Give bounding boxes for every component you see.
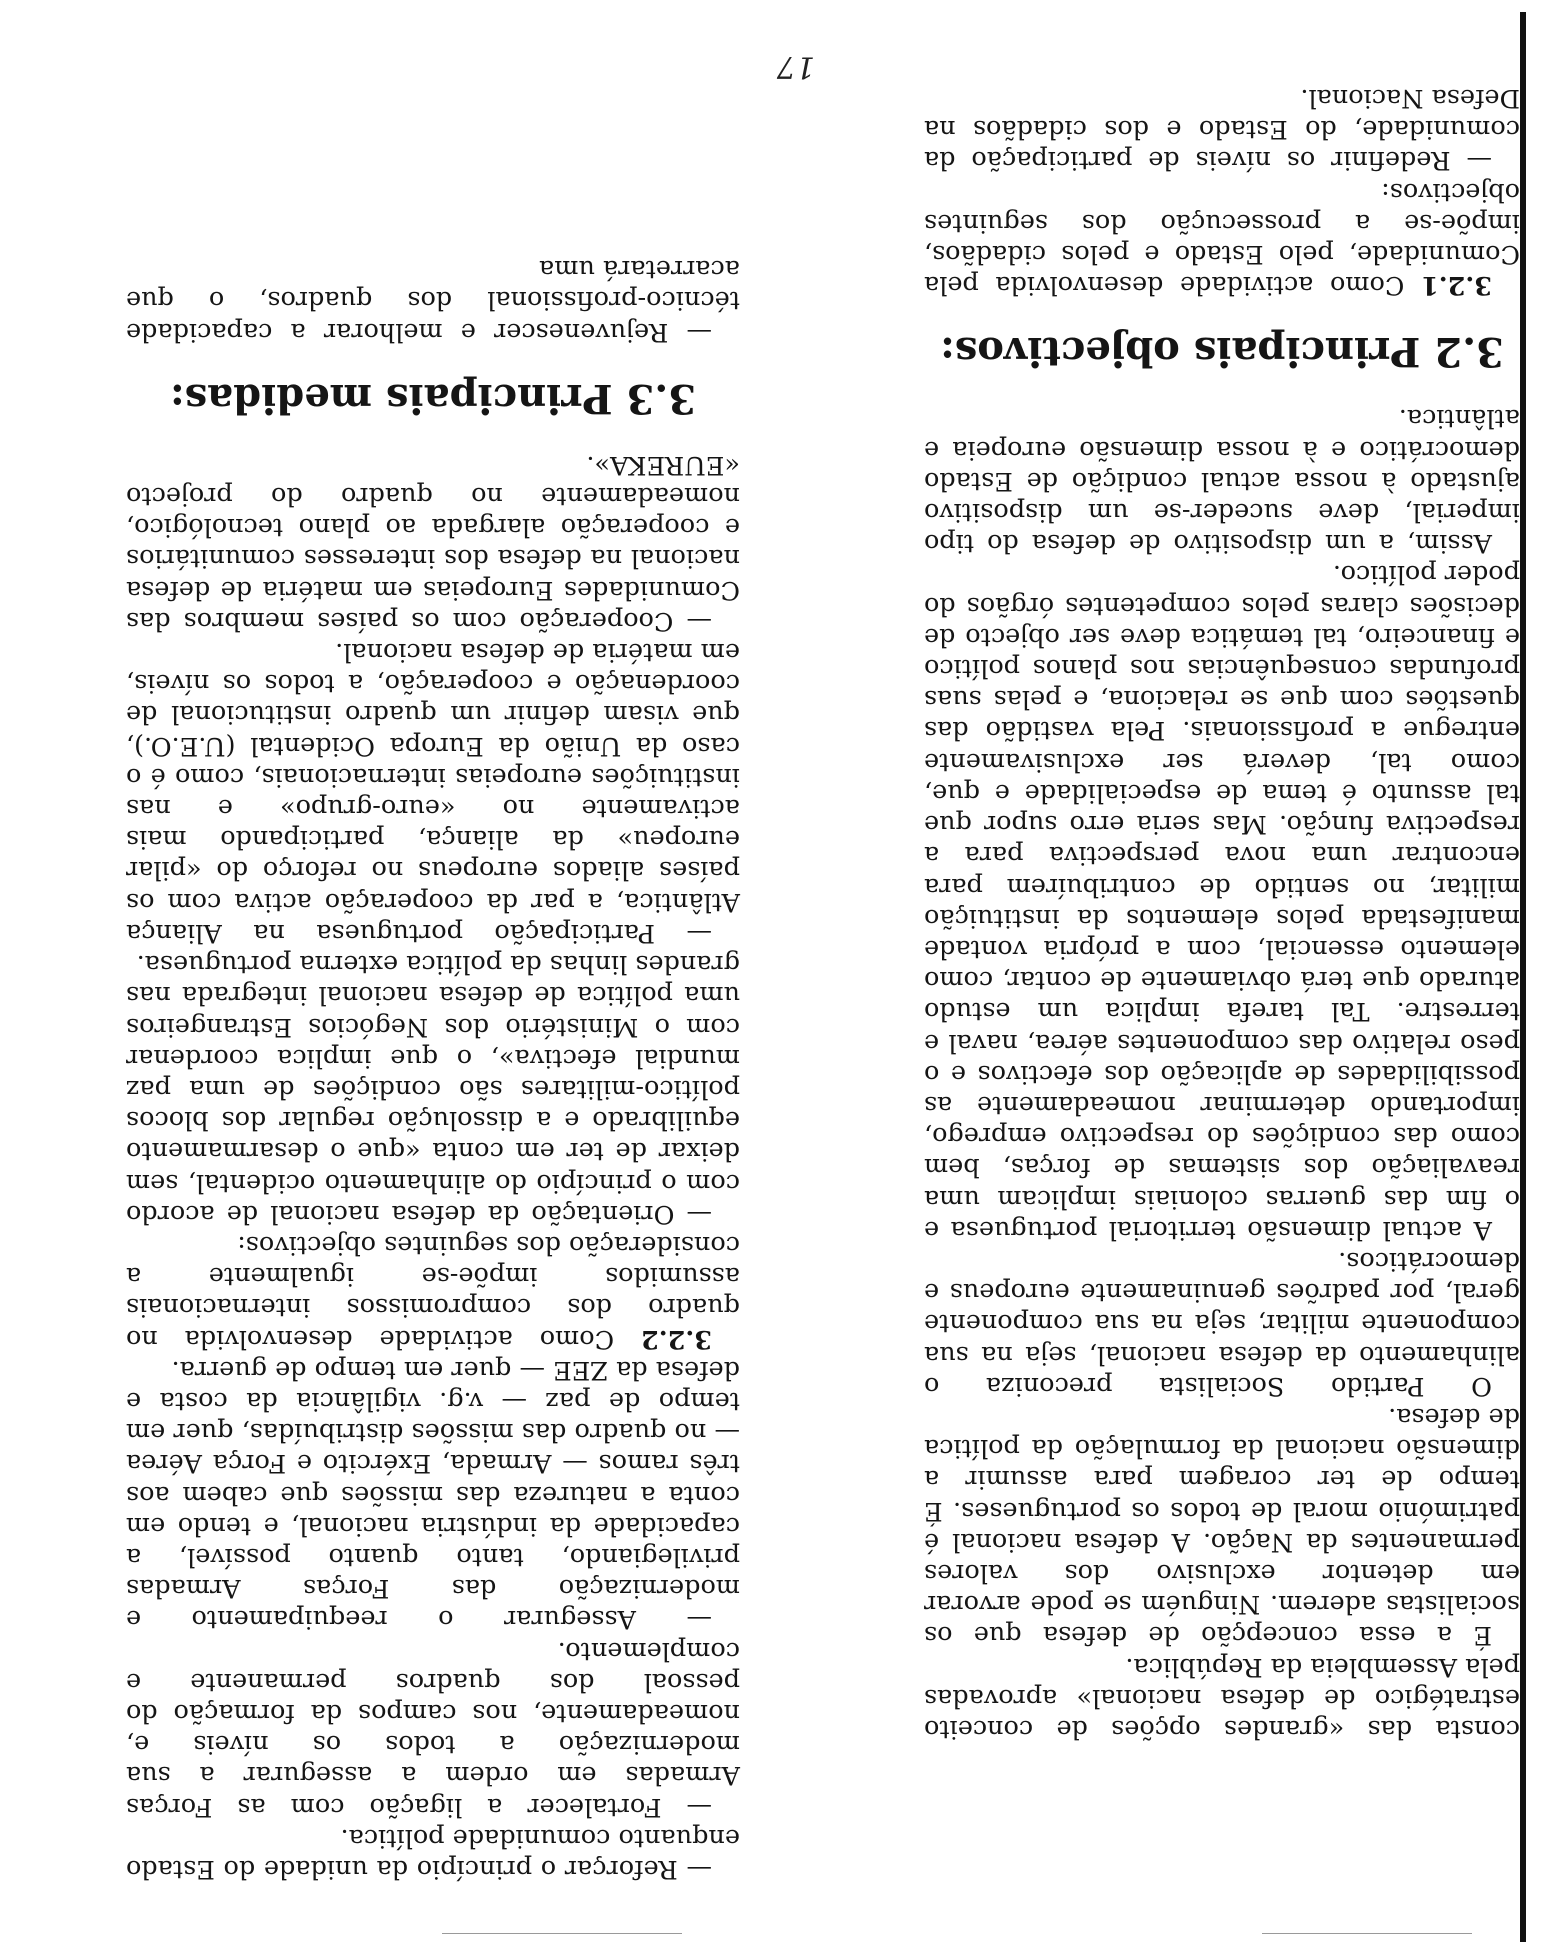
page-number: 17: [776, 49, 815, 84]
paragraph: É a essa concepção de defesa que os socialistas aderem. Ninguém se pode arvorar em detentor exclusivo dos valores permanentes da Nação. A defesa nacional é património moral de todos os portugueses. É tempo de ter coragem para assumir a dimensão nacional da formulação da política de defesa.: [924, 1401, 1520, 1651]
list-item: — Orientação da defesa nacional de acordo com o princípio do alinhamento ocidental, sem deixar de ter em conta «que o desarmamento equilibrado e a dissolução regular dos blocos político-militares são condições de uma paz mundial efectiva», o que implica coordenar com o Ministério dos Negócios Estrangeiros uma política de defesa nacional integrada nas grandes linhas da política externa portuguesa.: [126, 949, 740, 1229]
list-item: — Fortalecer a ligação com as Forças Armadas em ordem a assegurar a sua modernização a todos os níveis e, nomeadamente, nos campos da formação do pessoal dos quadros permanente e complemento.: [126, 1635, 740, 1822]
list-item: — Participação portuguesa na Aliança Atlântica, a par da cooperação activa com os países aliados europeus no reforço do «pilar europeu» da aliança, participando mais activamente no «euro-grupo» e nas instituições europeias internacionais, como é o caso da União da Europa Ocidental (U.E.O.), que visam definir um quadro institucional de coordenação e cooperação, a todos os níveis, em matéria de defesa nacional.: [126, 637, 740, 948]
subsection-text: Como actividade desenvolvida pela Comunidade, pelo Estado e pelos cidadãos, impõe-se a prossecução dos seguintes objectivos:: [924, 176, 1520, 301]
right-column: [126, 253, 740, 1884]
subsection-number: 3.2.2: [641, 1323, 712, 1354]
list-item: — Rejuvenescer e melhorar a capacidade técnico-profissional dos quadros, o que acarretará uma: [126, 254, 740, 347]
list-item: — Reforçar o princípio da unidade do Estado enquanto comunidade política.: [126, 1822, 740, 1884]
paragraph: consta das «grandes opções de conceito estratégico de defesa nacional» aprovadas pela Assembleia da República.: [924, 1651, 1520, 1744]
scan-artifact-line: [442, 1933, 682, 1934]
paragraph: O Partido Socialista preconiza o alinhamento da defesa nacional, seja na sua componente militar, seja na sua componente geral, por padrões genuinamente europeus e democráticos.: [924, 1245, 1520, 1401]
list-item: — Redefinir os níveis de participação da comunidade, do Estado e dos cidadãos na Defesa Nacional.: [924, 83, 1520, 176]
paragraph: A actual dimensão territorial portuguesa e o fim das guerras coloniais implicam uma reavaliação dos sistemas de forças, bem como das condições do respectivo emprego, importando determinar nomeadamente as possibilidades de aplicação dos efectivos e o peso relativo das componentes aérea, naval e terrestre. Tal tarefa implica um estudo aturado que terá obviamente de contar, como elemento essencial, com a própria vontade manifestada pelos elementos da instituição militar, no sentido de contribuírem para encontrar uma nova perspectiva para a respectiva função. Mas seria erro supor que tal assunto é tema de especialidade e que, como tal, deverá ser exclusivamente entregue a profissionais. Pela vastidão das questões com que se relaciona, e pelas suas profundas consequências nos planos político e financeiro, tal temática deve ser objecto de decisões claras pelos competentes órgãos do poder político.: [924, 559, 1520, 1245]
subsection-text: Como actividade desenvolvida no quadro dos compromissos internacionais assumidos impõe-se igualmente a consideração dos seguintes objectivos:: [126, 1229, 740, 1354]
scan-artifact-line: [1262, 1933, 1472, 1934]
list-item: — Cooperação com os países membros das Comunidades Europeias em matéria de defesa nacional na defesa dos interesses comunitários e cooperação alargada ao plano tecnológico, nomeadamente no quadro do projecto «EUREKA».: [126, 449, 740, 636]
list-item: — Assegurar o reequipamento e modernização das Forças Armadas privilegiando, tanto quanto possível, a capacidade da indústria nacional, e tendo em conta a natureza das missões que cabem aos três ramos — Armada, Exército e Força Aérea — no quadro das missões distribuídas, quer em tempo de paz — v.g. vigilância da costa e defesa da ZEE — quer em tempo de guerra.: [126, 1354, 740, 1635]
subsection-3-2-2: [126, 1229, 740, 1354]
left-column: [924, 82, 1520, 1744]
paragraph: Assim, a um dispositivo de defesa do tipo imperial, deve suceder-se um dispositivo ajustado à nossa actual condição de Estado democrático e à nossa dimensão europeia e atlântica.: [924, 403, 1520, 559]
section-heading-3-3: 3.3 Principais medidas:: [169, 374, 697, 422]
subsection-3-2-1: [924, 175, 1520, 300]
scan-margin-line: [1520, 12, 1526, 1942]
section-heading-3-2: 3.2 Principais objectivos:: [940, 328, 1504, 376]
subsection-number: 3.2.1: [1421, 270, 1492, 301]
